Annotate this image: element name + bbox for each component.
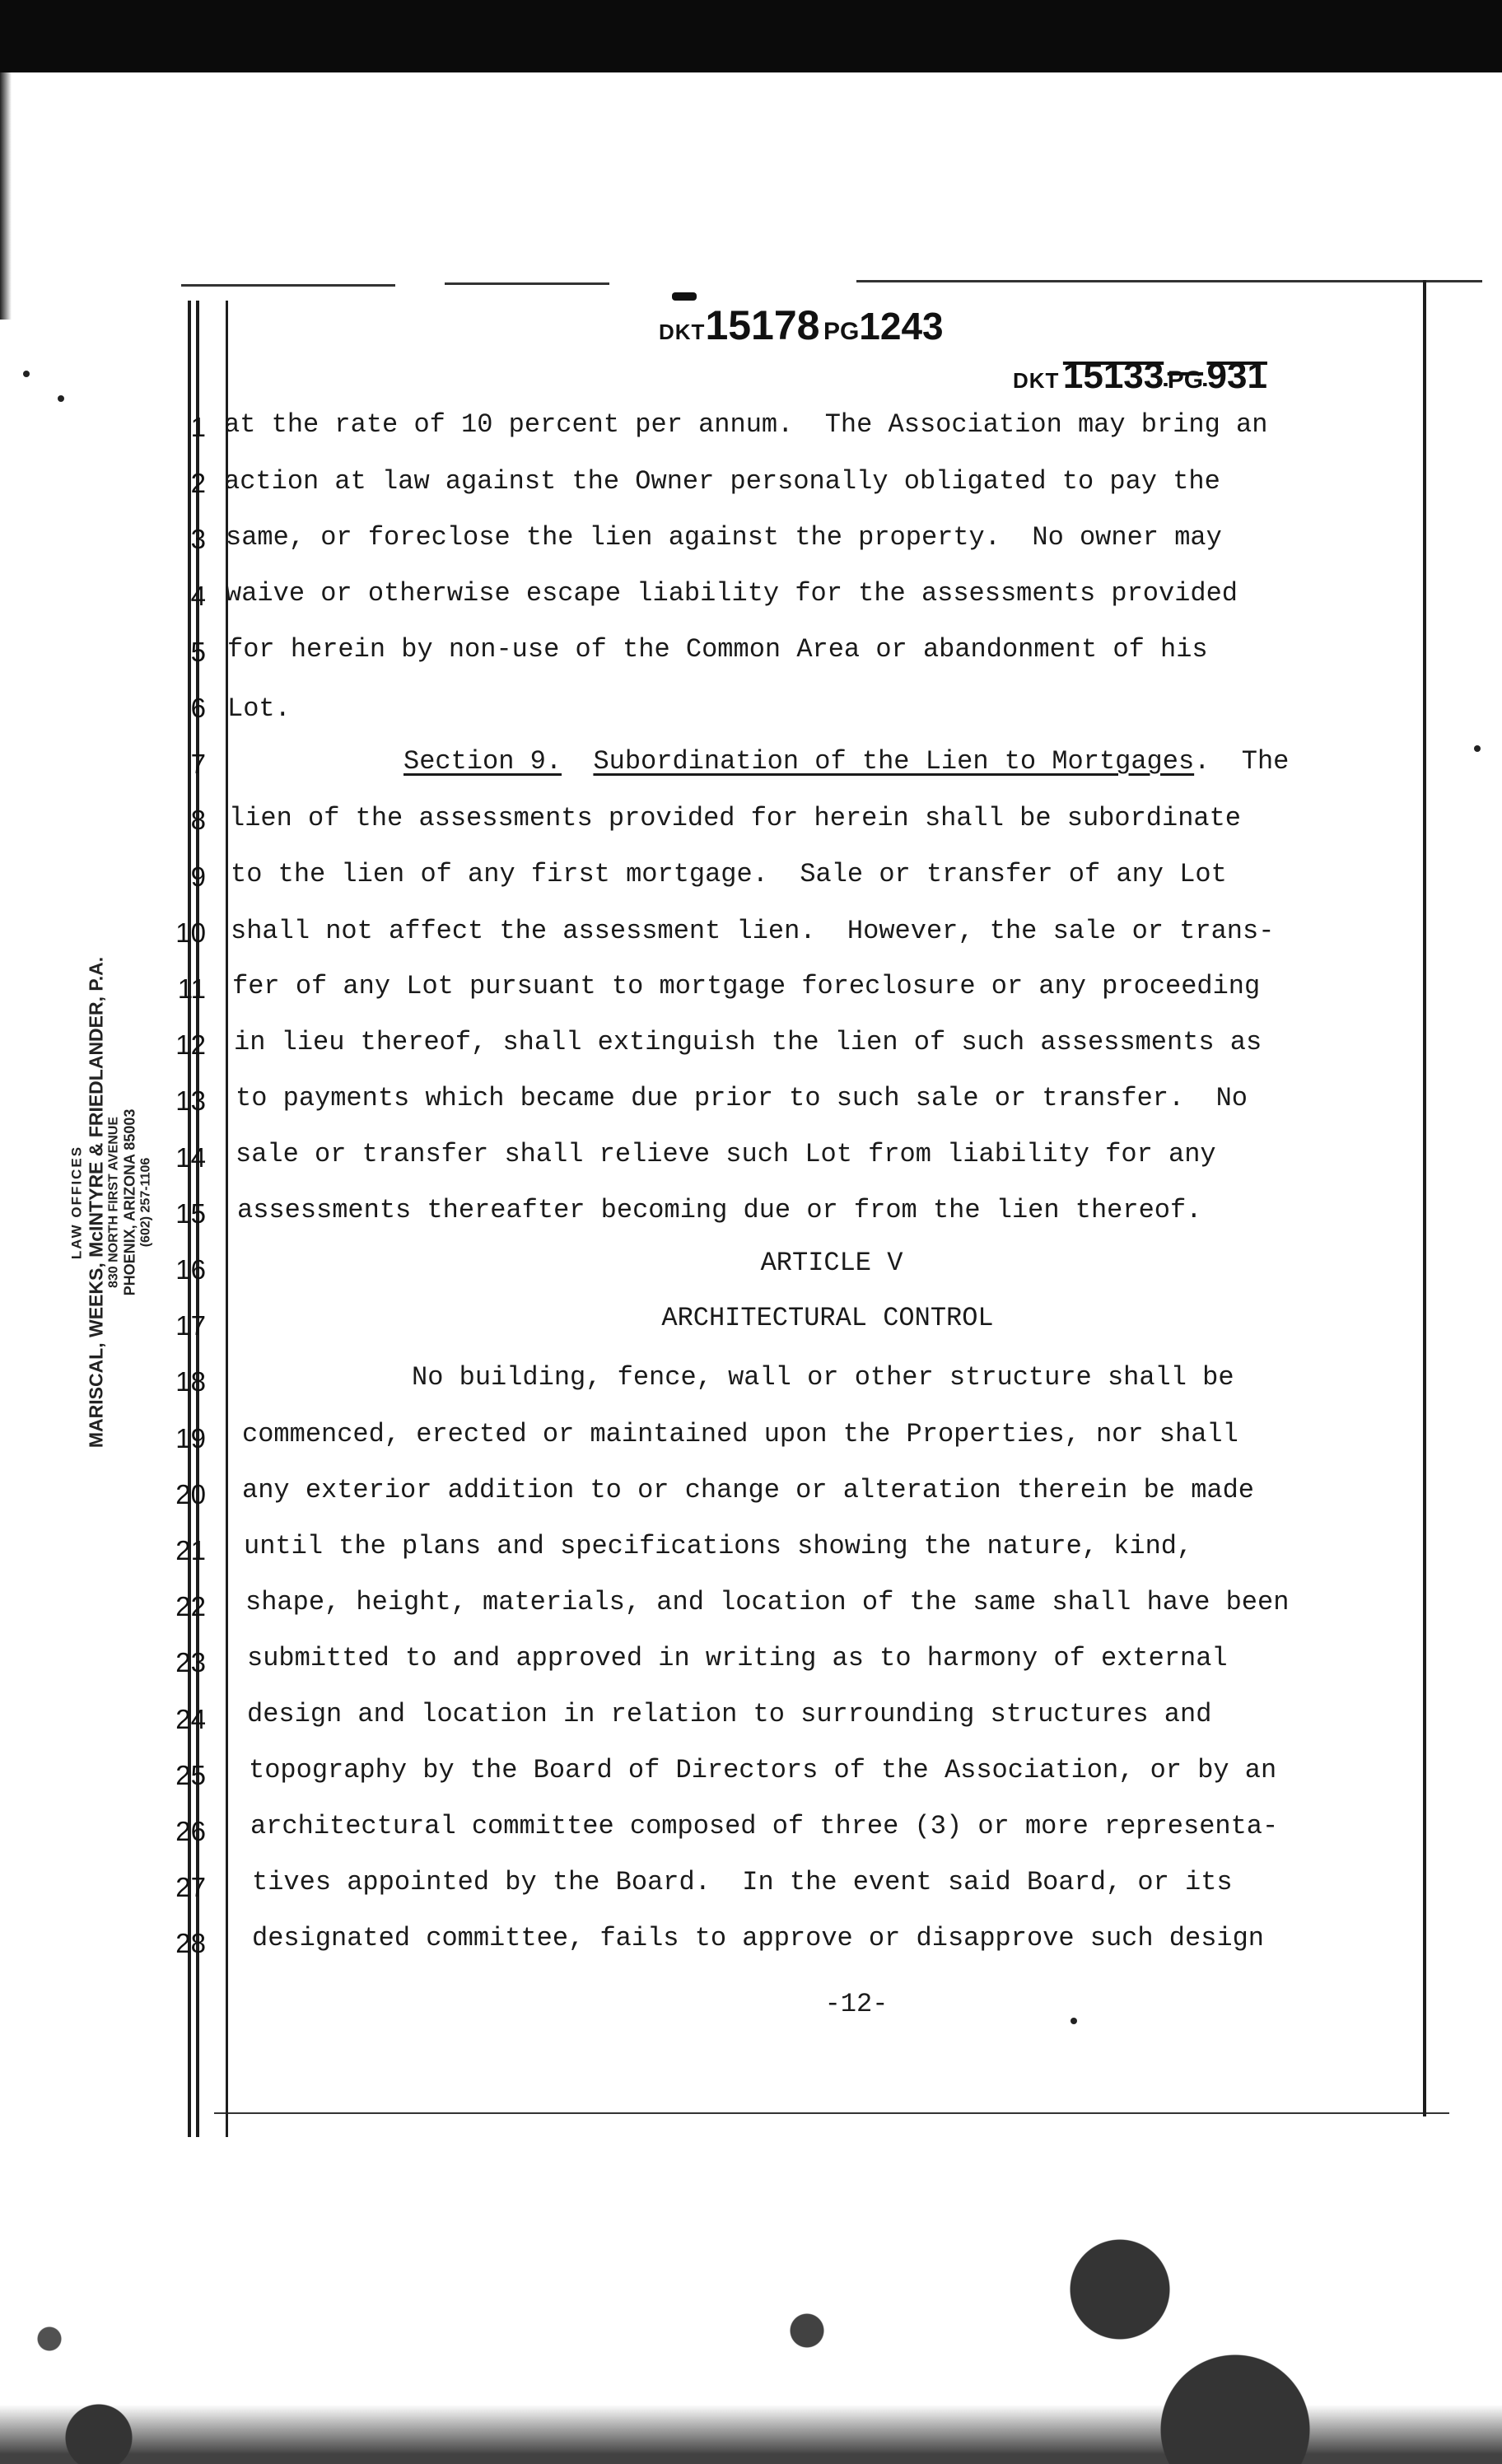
scan-top-band: [0, 0, 1502, 72]
line-number: 17: [175, 1310, 206, 1341]
right-margin-rule: [1423, 280, 1426, 2116]
law-firm-phone: (602) 257-1106: [138, 1157, 153, 1248]
line-number: 28: [175, 1928, 206, 1958]
text-line: to the lien of any first mortgage. Sale or transfer of any Lot: [231, 859, 1227, 889]
section-rest: . The: [1194, 746, 1290, 777]
text-line: lien of the assessments provided for herein shall be subordinate: [229, 803, 1241, 833]
line-number: 22: [175, 1591, 206, 1622]
line-number: 16: [175, 1254, 206, 1285]
text-line: topography by the Board of Directors of the Association, or by an: [249, 1755, 1277, 1785]
law-firm-name: MARISCAL, WEEKS, McINTYRE & FRIEDLANDER, P.A.: [84, 956, 106, 1449]
scan-speck: [1071, 2018, 1077, 2024]
scan-dash: [214, 2112, 1449, 2114]
line-number: 21: [175, 1535, 206, 1566]
text-line: to payments which became due prior to such sale or transfer. No: [236, 1083, 1248, 1113]
docket-book: 15178: [705, 302, 820, 348]
line-number: 20: [175, 1479, 206, 1510]
scan-left-shadow: [0, 72, 12, 320]
scan-dash: [181, 284, 395, 287]
scan-speck: [23, 371, 30, 377]
line-number: 18: [175, 1366, 206, 1397]
line-number: 9: [190, 861, 206, 892]
line-number: 4: [190, 581, 206, 611]
line-number: 5: [190, 637, 206, 667]
scan-dash: [856, 280, 1482, 282]
line-number: 15: [175, 1198, 206, 1229]
text-line: at the rate of 10 percent per annum. The Association may bring an: [224, 409, 1268, 440]
docket-stamp-struck: [1013, 356, 1267, 397]
line-number: 27: [175, 1872, 206, 1902]
line-number: 8: [190, 805, 206, 835]
scan-speck: [58, 395, 64, 402]
docket-prefix: DKT: [659, 320, 706, 344]
stamp-mark: [672, 292, 697, 301]
text-line: fer of any Lot pursuant to mortgage foreclosure or any proceeding: [232, 971, 1261, 1001]
scan-dash: [445, 282, 609, 285]
law-office-heading: LAW OFFICES: [68, 1145, 85, 1260]
article-title: ARCHITECTURAL CONTROL: [661, 1303, 994, 1333]
line-number: 10: [175, 917, 206, 948]
line-number: 14: [175, 1142, 206, 1173]
docket-prefix: DKT: [1013, 368, 1060, 393]
docket-book: 15133: [1062, 356, 1164, 396]
line-number: 13: [175, 1085, 206, 1116]
section-title: Subordination of the Lien to Mortgages: [593, 746, 1195, 777]
line-number: 11: [177, 973, 206, 1004]
text-line: any exterior addition to or change or alteration therein be made: [242, 1475, 1254, 1505]
docket-pg-label: PG: [823, 318, 860, 345]
line-number: 19: [175, 1423, 206, 1454]
text-line: shall not affect the assessment lien. However, the sale or trans-: [231, 916, 1275, 946]
text-line: shape, height, materials, and location of the same shall have been: [245, 1587, 1290, 1617]
scan-bottom-noise: [0, 2125, 1502, 2464]
text-line: tives appointed by the Board. In the event said Board, or its: [252, 1867, 1233, 1897]
line-number: 6: [190, 693, 206, 723]
text-line: design and location in relation to surrounding structures and: [247, 1699, 1212, 1729]
line-number: 26: [175, 1816, 206, 1846]
article-heading: ARTICLE V: [760, 1248, 903, 1278]
text-line: No building, fence, wall or other structure shall be: [412, 1362, 1234, 1393]
text-line: sale or transfer shall relieve such Lot from liability for any: [236, 1139, 1216, 1169]
text-line: submitted to and approved in writing as to harmony of external: [247, 1643, 1228, 1673]
page-number: -12-: [824, 1989, 889, 2019]
text-line: in lieu thereof, shall extinguish the lien of such assessments as: [234, 1027, 1262, 1057]
law-firm-street: 830 NORTH FIRST AVENUE: [106, 1116, 121, 1289]
law-firm-city: PHOENIX, ARIZONA 85003: [121, 1108, 138, 1296]
scan-speck: [1474, 745, 1481, 752]
text-line: for herein by non-use of the Common Area or abandonment of his: [227, 634, 1208, 665]
text-line: assessments thereafter becoming due or from the lien thereof.: [237, 1195, 1202, 1225]
docket-pg-label: PG: [1167, 366, 1204, 394]
section-heading-line: [403, 746, 1289, 777]
line-number: 24: [175, 1704, 206, 1734]
line-number: 23: [175, 1647, 206, 1678]
text-line: action at law against the Owner personally obligated to pay the: [224, 466, 1220, 497]
docket-page: 931: [1206, 356, 1267, 396]
text-line: Lot.: [227, 693, 291, 724]
docket-page: 1243: [859, 305, 944, 348]
text-line: same, or foreclose the lien against the property. No owner may: [226, 522, 1222, 553]
docket-stamp: [659, 301, 944, 349]
text-line: waive or otherwise escape liability for the assessments provided: [226, 578, 1238, 609]
text-line: architectural committee composed of three (3) or more representa-: [250, 1811, 1279, 1841]
line-number: 1: [190, 412, 206, 442]
text-line: until the plans and specifications showing the nature, kind,: [244, 1531, 1193, 1561]
line-number: 7: [190, 749, 206, 779]
text-line: designated committee, fails to approve or disapprove such design: [252, 1923, 1264, 1953]
line-number: 3: [190, 524, 206, 554]
line-number: 2: [190, 468, 206, 498]
left-margin-rule: [226, 301, 228, 2137]
section-label: Section 9.: [403, 746, 562, 777]
line-number: 25: [175, 1760, 206, 1790]
line-number: 12: [175, 1029, 206, 1060]
text-line: commenced, erected or maintained upon the Properties, nor shall: [242, 1419, 1238, 1449]
